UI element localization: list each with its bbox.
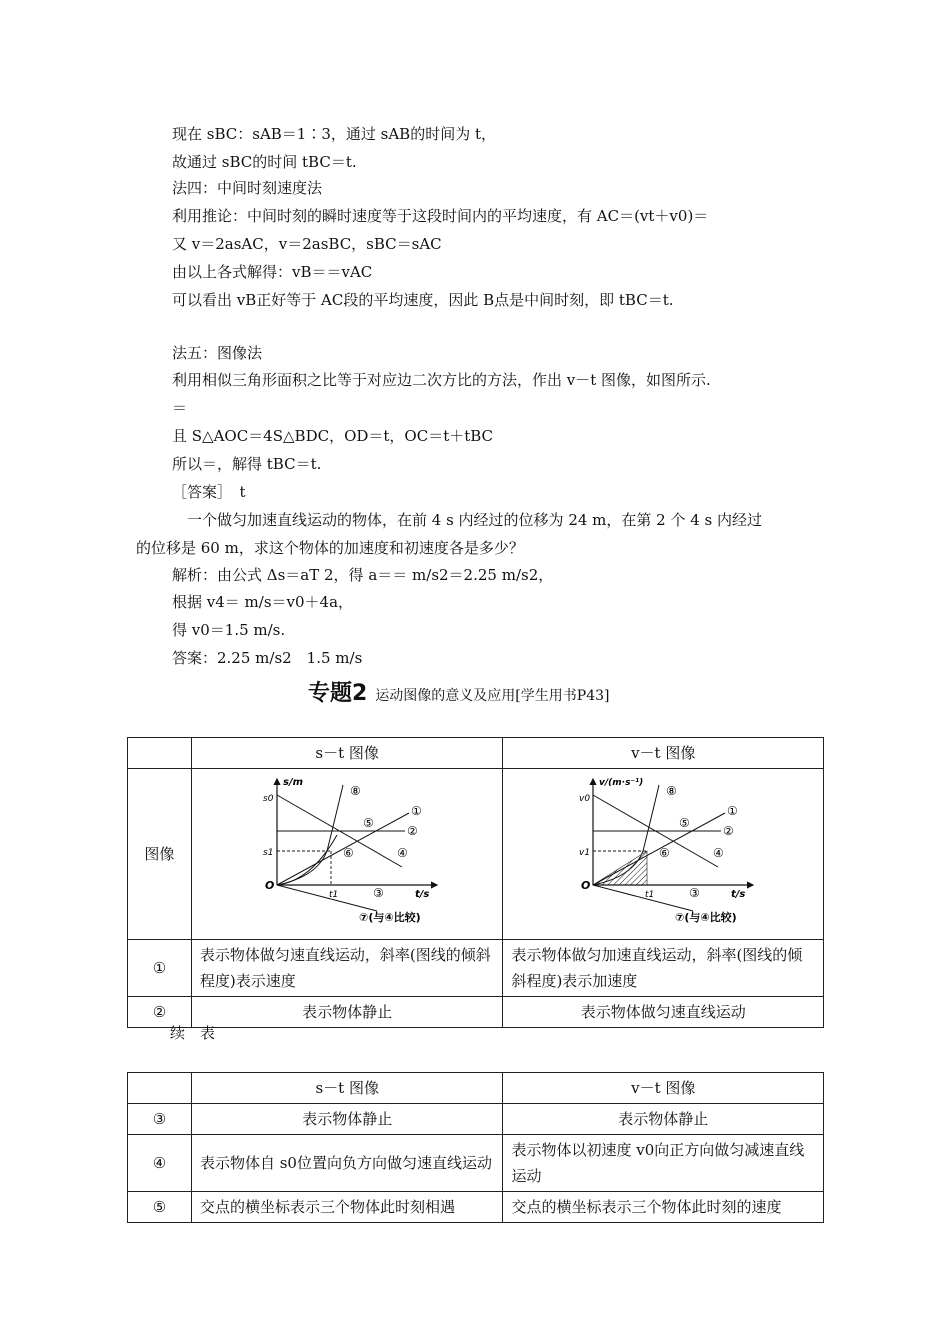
table-header-vt: v－t 图像 (503, 1073, 824, 1104)
text-line: 利用推论：中间时刻的瞬时速度等于这段时间内的平均速度，有 AC＝(vt＋v0)＝ (172, 207, 709, 225)
table-cell: 表示物体自 s0位置向负方向做匀速直线运动 (191, 1135, 503, 1192)
mark-6: ⑥ (343, 846, 354, 860)
text-line: 利用相似三角形面积之比等于对应边二次方比的方法，作出 v－t 图像，如图所示. (172, 371, 711, 389)
text-line: 法四：中间时刻速度法 (172, 179, 323, 197)
text-line: 得 v0＝1.5 m/s. (172, 621, 286, 639)
section-heading-rest: 运动图像的意义及应用[学生用书P43] (375, 688, 610, 704)
x-axis-label: t/s (415, 889, 430, 900)
table-cell-label: 图像 (128, 769, 192, 940)
table-row (128, 940, 824, 997)
table-header-st: s－t 图像 (191, 1073, 503, 1104)
tick-s0: s0 (263, 794, 274, 804)
mark-4: ④ (397, 846, 408, 860)
table-cell: 表示物体做匀速直线运动，斜率(图线的倾斜程度)表示速度 (191, 940, 503, 997)
curve-6 (277, 835, 337, 885)
text-line: ＝ (172, 399, 188, 417)
table-row (128, 1192, 824, 1223)
section-heading-big: 专题2 (308, 681, 368, 706)
tick-t1: t1 (329, 890, 339, 900)
mark-7: ⑦(与④比较) (675, 911, 737, 924)
section-heading (308, 676, 609, 707)
table-cell: 表示物体静止 (503, 1104, 824, 1135)
mark-4: ④ (713, 846, 724, 860)
mark-3: ③ (373, 886, 384, 900)
mark-5: ⑤ (363, 816, 374, 830)
table-cell-num: ② (128, 997, 192, 1028)
text-line: 法五：图像法 (172, 344, 263, 362)
origin-label: O (265, 879, 275, 892)
mark-7: ⑦(与④比较) (359, 911, 421, 924)
table-cell-st-graph (191, 769, 503, 940)
table-cell: 表示物体做匀速直线运动 (503, 997, 824, 1028)
mark-5: ⑤ (679, 816, 690, 830)
shaded-area (593, 851, 647, 885)
text-line: 现在 sBC：sAB＝1∶3，通过 sAB的时间为 t， (172, 125, 497, 143)
answer-line: ［答案］ t (172, 483, 246, 501)
table-header-row (128, 738, 824, 769)
mark-2: ② (407, 824, 418, 838)
table-cell: 交点的横坐标表示三个物体此时刻的速度 (503, 1192, 824, 1223)
table-row-graphs (128, 769, 824, 940)
table-row (128, 997, 824, 1028)
tick-v1: v1 (579, 848, 591, 858)
table-cell: 表示物体静止 (191, 1104, 503, 1135)
text-line: 故通过 sBC的时间 tBC＝t. (172, 153, 357, 171)
table-cell-vt-graph (503, 769, 824, 940)
table-header-st: s－t 图像 (191, 738, 503, 769)
table-header-vt: v－t 图像 (503, 738, 824, 769)
mark-8: ⑧ (350, 784, 361, 798)
origin-label: O (581, 879, 591, 892)
table-cell: 表示物体静止 (191, 997, 503, 1028)
st-graph (247, 771, 447, 929)
line-7 (593, 885, 693, 911)
question-line: 一个做匀加速直线运动的物体，在前 4 s 内经过的位移为 24 m，在第 2 个 4 s 内经过 (172, 511, 763, 529)
line-7 (277, 885, 377, 911)
table-motion-graphs-continued (127, 1072, 824, 1223)
tick-t1: t1 (645, 890, 655, 900)
table-cell: 交点的横坐标表示三个物体此时刻相遇 (191, 1192, 503, 1223)
answer-line: 答案：2.25 m/s2 1.5 m/s (172, 649, 363, 667)
table-cell-num: ④ (128, 1135, 192, 1192)
vt-graph (563, 771, 763, 929)
mark-6: ⑥ (659, 846, 670, 860)
table-cell-num: ⑤ (128, 1192, 192, 1223)
mark-3: ③ (689, 886, 700, 900)
text-line: 且 S△AOC＝4S△BDC，OD＝t，OC＝t＋tBC (172, 427, 494, 445)
table-row (128, 1135, 824, 1192)
question-line: 的位移是 60 m，求这个物体的加速度和初速度各是多少？ (136, 539, 524, 557)
table-header-row (128, 1073, 824, 1104)
table-cell: 表示物体做匀加速直线运动，斜率(图线的倾斜程度)表示加速度 (503, 940, 824, 997)
tick-v0: v0 (579, 794, 591, 804)
table-cell: 表示物体以初速度 v0向正方向做匀减速直线运动 (503, 1135, 824, 1192)
table-row (128, 1104, 824, 1135)
y-axis-label: s/m (283, 777, 304, 788)
text-line: 根据 v4＝ m/s＝v0＋4a， (172, 593, 354, 611)
table-cell (128, 738, 192, 769)
table-cell-num: ③ (128, 1104, 192, 1135)
table-motion-graphs (127, 737, 824, 1028)
table-cell-num: ① (128, 940, 192, 997)
text-line: 又 v＝2asAC，v＝2asBC，sBC＝sAC (172, 235, 442, 253)
x-axis-label: t/s (731, 889, 746, 900)
text-line: 所以＝，解得 tBC＝t. (172, 455, 322, 473)
mark-1: ① (411, 804, 422, 818)
continued-label: 续 表 (170, 1024, 216, 1042)
mark-8: ⑧ (666, 784, 677, 798)
y-axis-label: v/(m·s⁻¹) (599, 778, 644, 788)
table-cell (128, 1073, 192, 1104)
text-line: 由以上各式解得：vB＝＝vAC (172, 263, 373, 281)
mark-1: ① (727, 804, 738, 818)
tick-s1: s1 (263, 848, 274, 858)
text-line: 可以看出 vB正好等于 AC段的平均速度，因此 B点是中间时刻，即 tBC＝t. (172, 291, 674, 309)
mark-2: ② (723, 824, 734, 838)
text-line: 解析：由公式 Δs＝aT 2，得 a＝＝ m/s2＝2.25 m/s2， (172, 566, 554, 584)
